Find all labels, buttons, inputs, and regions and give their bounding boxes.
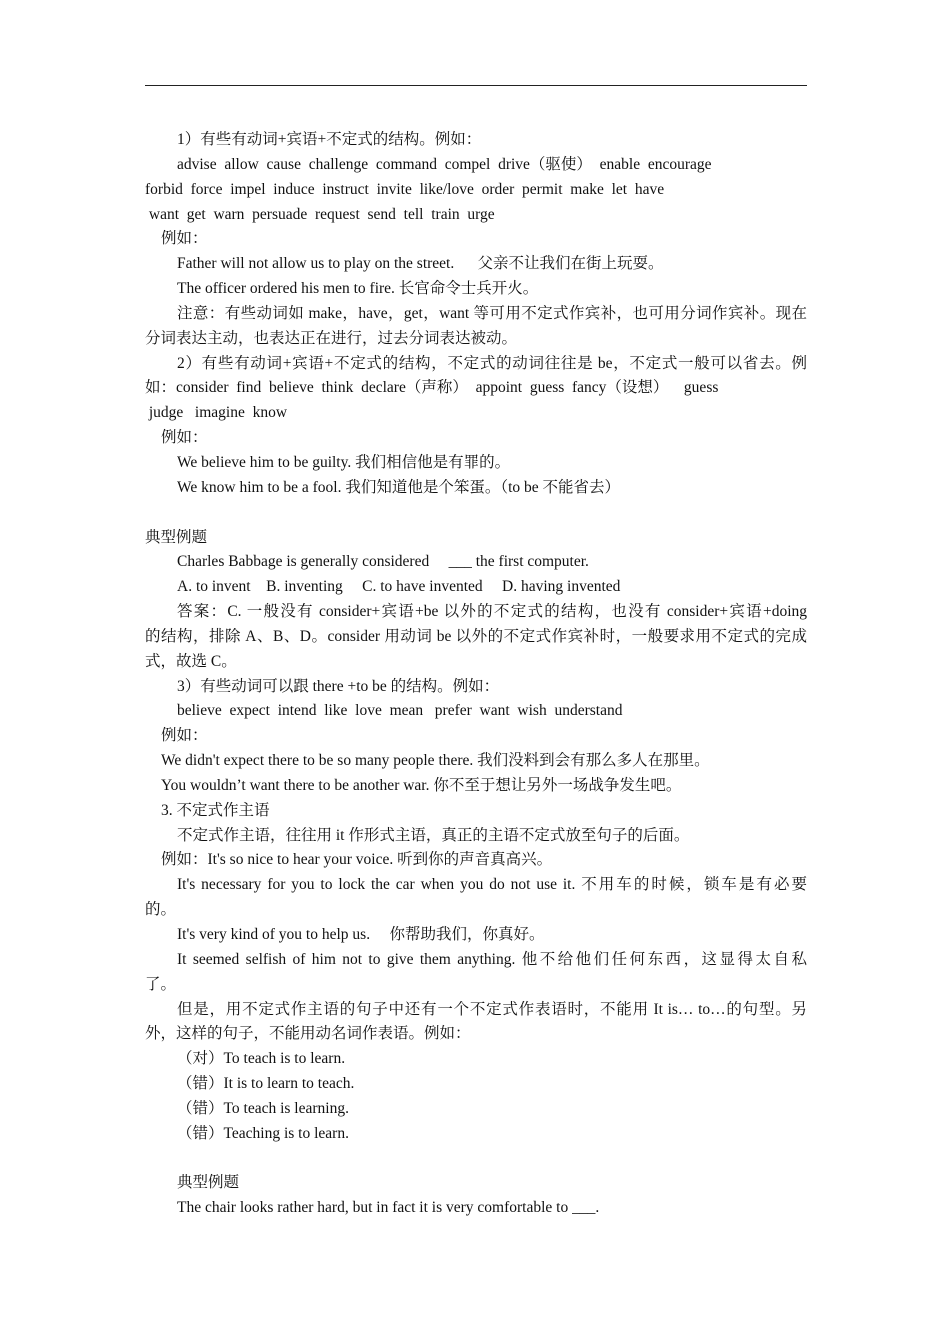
text-line: （对）To teach is to learn. <box>177 1050 346 1068</box>
text-line: 分词表达主动，也表达正在进行，过去分词表达被动。 <box>145 329 518 347</box>
text-line: 式，故选 C。 <box>145 652 237 670</box>
text-line: want get warn persuade request send tell train urge <box>145 205 495 223</box>
text-line: 典型例题 <box>145 528 208 546</box>
text-line: We know him to be a fool. 我们知道他是个笨蛋。（to be 不能省去） <box>177 478 621 496</box>
text-line: 如：consider find believe think declare（声称） appoint guess fancy（设想） guess <box>145 379 719 397</box>
text-line: 1）有些有动词+宾语+不定式的结构。例如： <box>177 131 482 148</box>
text-line: 3. 不定式作主语 <box>161 801 270 819</box>
text-line: It seemed selfish of him not to give them anything. 他不给他们任何东西，这显得太自私 <box>177 950 807 968</box>
text-line: The chair looks rather hard, but in fact it is very comfortable to ___. <box>177 1199 600 1217</box>
text-line: We didn't expect there to be so many people there. 我们没料到会有那么多人在那里。 <box>161 752 710 770</box>
text-line: You wouldn’t want there to be another war. 你不至于想让另外一场战争发生吧。 <box>161 776 682 794</box>
text-line: （错）It is to learn to teach. <box>177 1075 355 1093</box>
text-line: 但是，用不定式作主语的句子中还有一个不定式作表语时，不能用 It is… to…的句型。另 <box>177 1000 807 1018</box>
text-line: 3）有些动词可以跟 there +to be 的结构。例如： <box>177 677 500 695</box>
text-line: 例如：It's so nice to hear your voice. 听到你的声音真高兴。 <box>161 851 553 869</box>
text-line: 的结构，排除 A、B、D。consider 用动词 be 以外的不定式作宾补时，一般要求用不定式的完成 <box>145 627 807 645</box>
text-line: Charles Babbage is generally considered ___ the first computer. <box>177 553 589 571</box>
text-line: 2）有些有动词+宾语+不定式的结构，不定式的动词往往是 be，不定式一般可以省去。例 <box>177 354 807 372</box>
document-body <box>145 128 807 1221</box>
text-line: Father will not allow us to play on the street. 父亲不让我们在街上玩耍。 <box>177 255 664 273</box>
blank-line <box>145 501 807 526</box>
text-line: 注意：有些动词如 make，have，get，want 等可用不定式作宾补，也可用分词作宾补。现在 <box>177 304 807 322</box>
header-rule <box>145 85 807 86</box>
text-line: believe expect intend like love mean prefer want wish understand <box>177 702 623 720</box>
text-line: The officer ordered his men to fire. 长官命令士兵开火。 <box>177 280 539 298</box>
text-line: advise allow cause challenge command compel drive（驱使） enable encourage <box>177 155 712 173</box>
text-line: 典型例题 <box>177 1174 240 1192</box>
text-line: We believe him to be guilty. 我们相信他是有罪的。 <box>177 453 511 471</box>
text-line: It's necessary for you to lock the car when you do not use it. 不用车的时候，锁车是有必要 <box>177 876 807 894</box>
text-line: （错）To teach is learning. <box>177 1099 349 1117</box>
text-line: 例如： <box>161 429 208 447</box>
text-line: forbid force impel induce instruct invite like/love order permit make let have <box>145 180 665 198</box>
blank-line <box>145 1147 807 1172</box>
text-line: 外，这样的句子，不能用动名词作表语。例如： <box>145 1025 471 1043</box>
text-line: 答案：C. 一般没有 consider+宾语+be 以外的不定式的结构，也没有 consider+宾语+doing <box>177 603 807 621</box>
text-line: It's very kind of you to help us. 你帮助我们，你真好。 <box>177 926 545 943</box>
text-line: 例如： <box>161 727 208 745</box>
text-line: A. to invent B. inventing C. to have invented D. having invented <box>177 578 621 596</box>
text-line: 了。 <box>145 975 177 993</box>
text-line: judge imagine know <box>145 404 288 422</box>
text-line: 的。 <box>145 901 177 919</box>
text-line: 例如： <box>161 230 208 248</box>
text-line: 不定式作主语，往往用 it 作形式主语，真正的主语不定式放至句子的后面。 <box>177 826 690 844</box>
text-line: （错）Teaching is to learn. <box>177 1124 349 1142</box>
